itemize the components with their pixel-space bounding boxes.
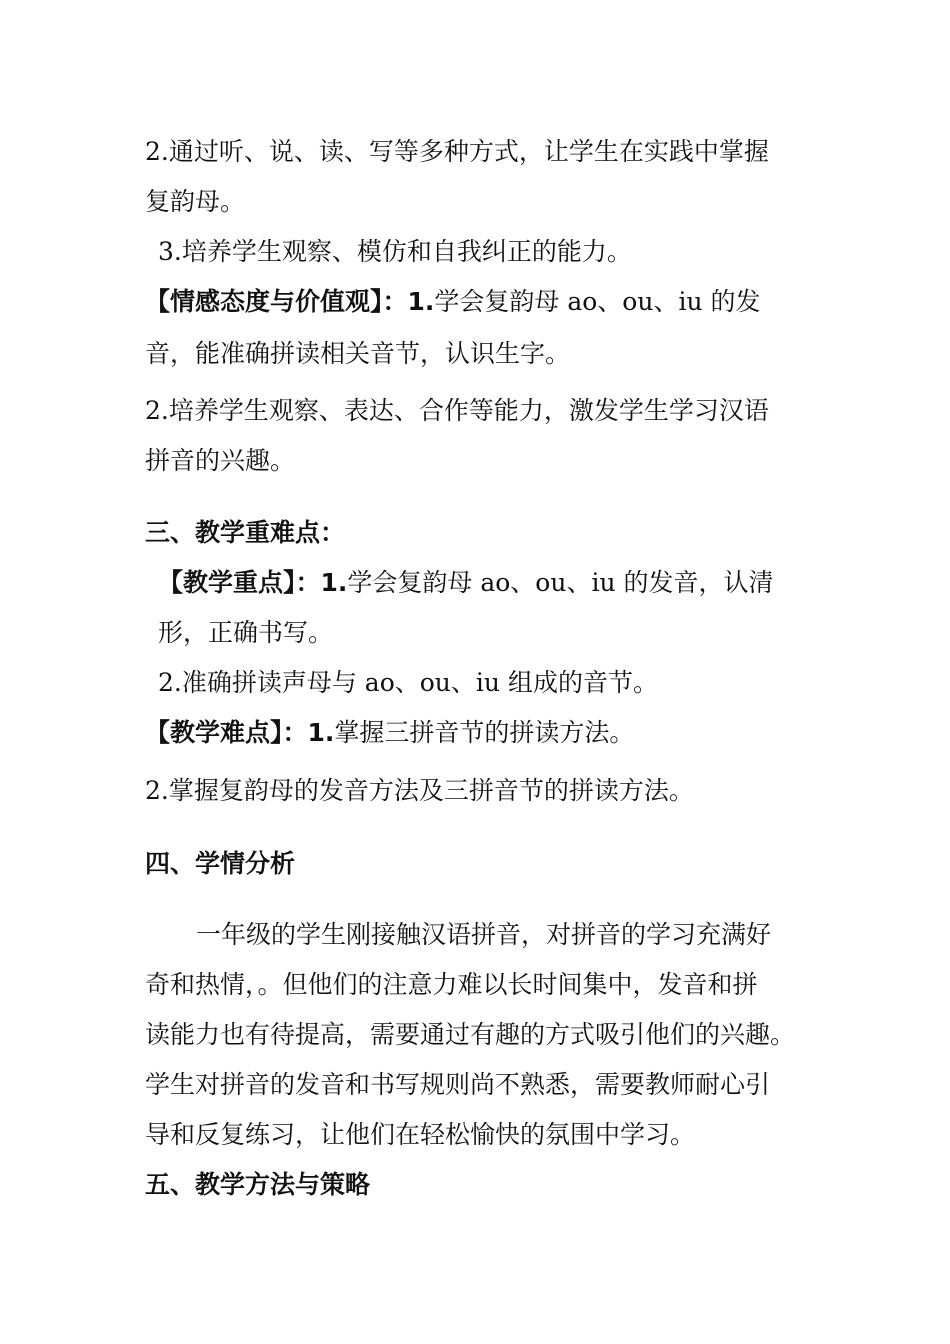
paragraph-line: 奇和热情，。但他们的注意力难以长时间集中，发音和拼	[145, 970, 758, 999]
text-line: 2.通过听、说、读、写等多种方式，让学生在实践中掌握	[145, 137, 769, 166]
paragraph-line: 导和反复练习，让他们在轻松愉快的氛围中学习。	[145, 1120, 696, 1149]
text-line	[158, 566, 774, 600]
section-label: 【情感态度与价值观】：1.	[145, 287, 435, 316]
paragraph-line: 学生对拼音的发音和书写规则尚不熟悉，需要教师耐心引	[145, 1070, 771, 1099]
text-line: 复韵母。	[145, 187, 246, 216]
text-line: 2.准确拼读声母与 ao、ou、iu 组成的音节。	[158, 668, 658, 697]
paragraph-line: 一年级的学生刚接触汉语拼音，对拼音的学习充满好	[196, 920, 772, 949]
section-label: 【教学重点】：1.	[158, 568, 348, 597]
section-label: 【教学难点】：1.	[145, 718, 335, 747]
line-text: 掌握三拼音节的拼读方法。	[334, 718, 635, 747]
text-line	[145, 285, 761, 319]
text-line: 形，正确书写。	[158, 618, 334, 647]
text-line: 2.掌握复韵母的发音方法及三拼音节的拼读方法。	[145, 776, 694, 805]
text-line: 2.培养学生观察、表达、合作等能力，激发学生学习汉语	[145, 396, 769, 425]
text-line	[145, 716, 634, 750]
line-text: 学会复韵母 ao、ou、iu 的发音，认清	[347, 568, 774, 597]
section-heading: 五、教学方法与策略	[145, 1170, 371, 1199]
text-line: 拼音的兴趣。	[145, 446, 296, 475]
paragraph-line: 读能力也有待提高，需要通过有趣的方式吸引他们的兴趣。	[145, 1020, 796, 1049]
line-text: 学会复韵母 ao、ou、iu 的发	[434, 287, 761, 316]
section-heading: 三、教学重难点：	[145, 518, 346, 547]
text-line: 3.培养学生观察、模仿和自我纠正的能力。	[158, 237, 632, 266]
text-line: 音，能准确拼读相关音节，认识生字。	[145, 339, 571, 368]
section-heading: 四、学情分析	[145, 849, 296, 878]
